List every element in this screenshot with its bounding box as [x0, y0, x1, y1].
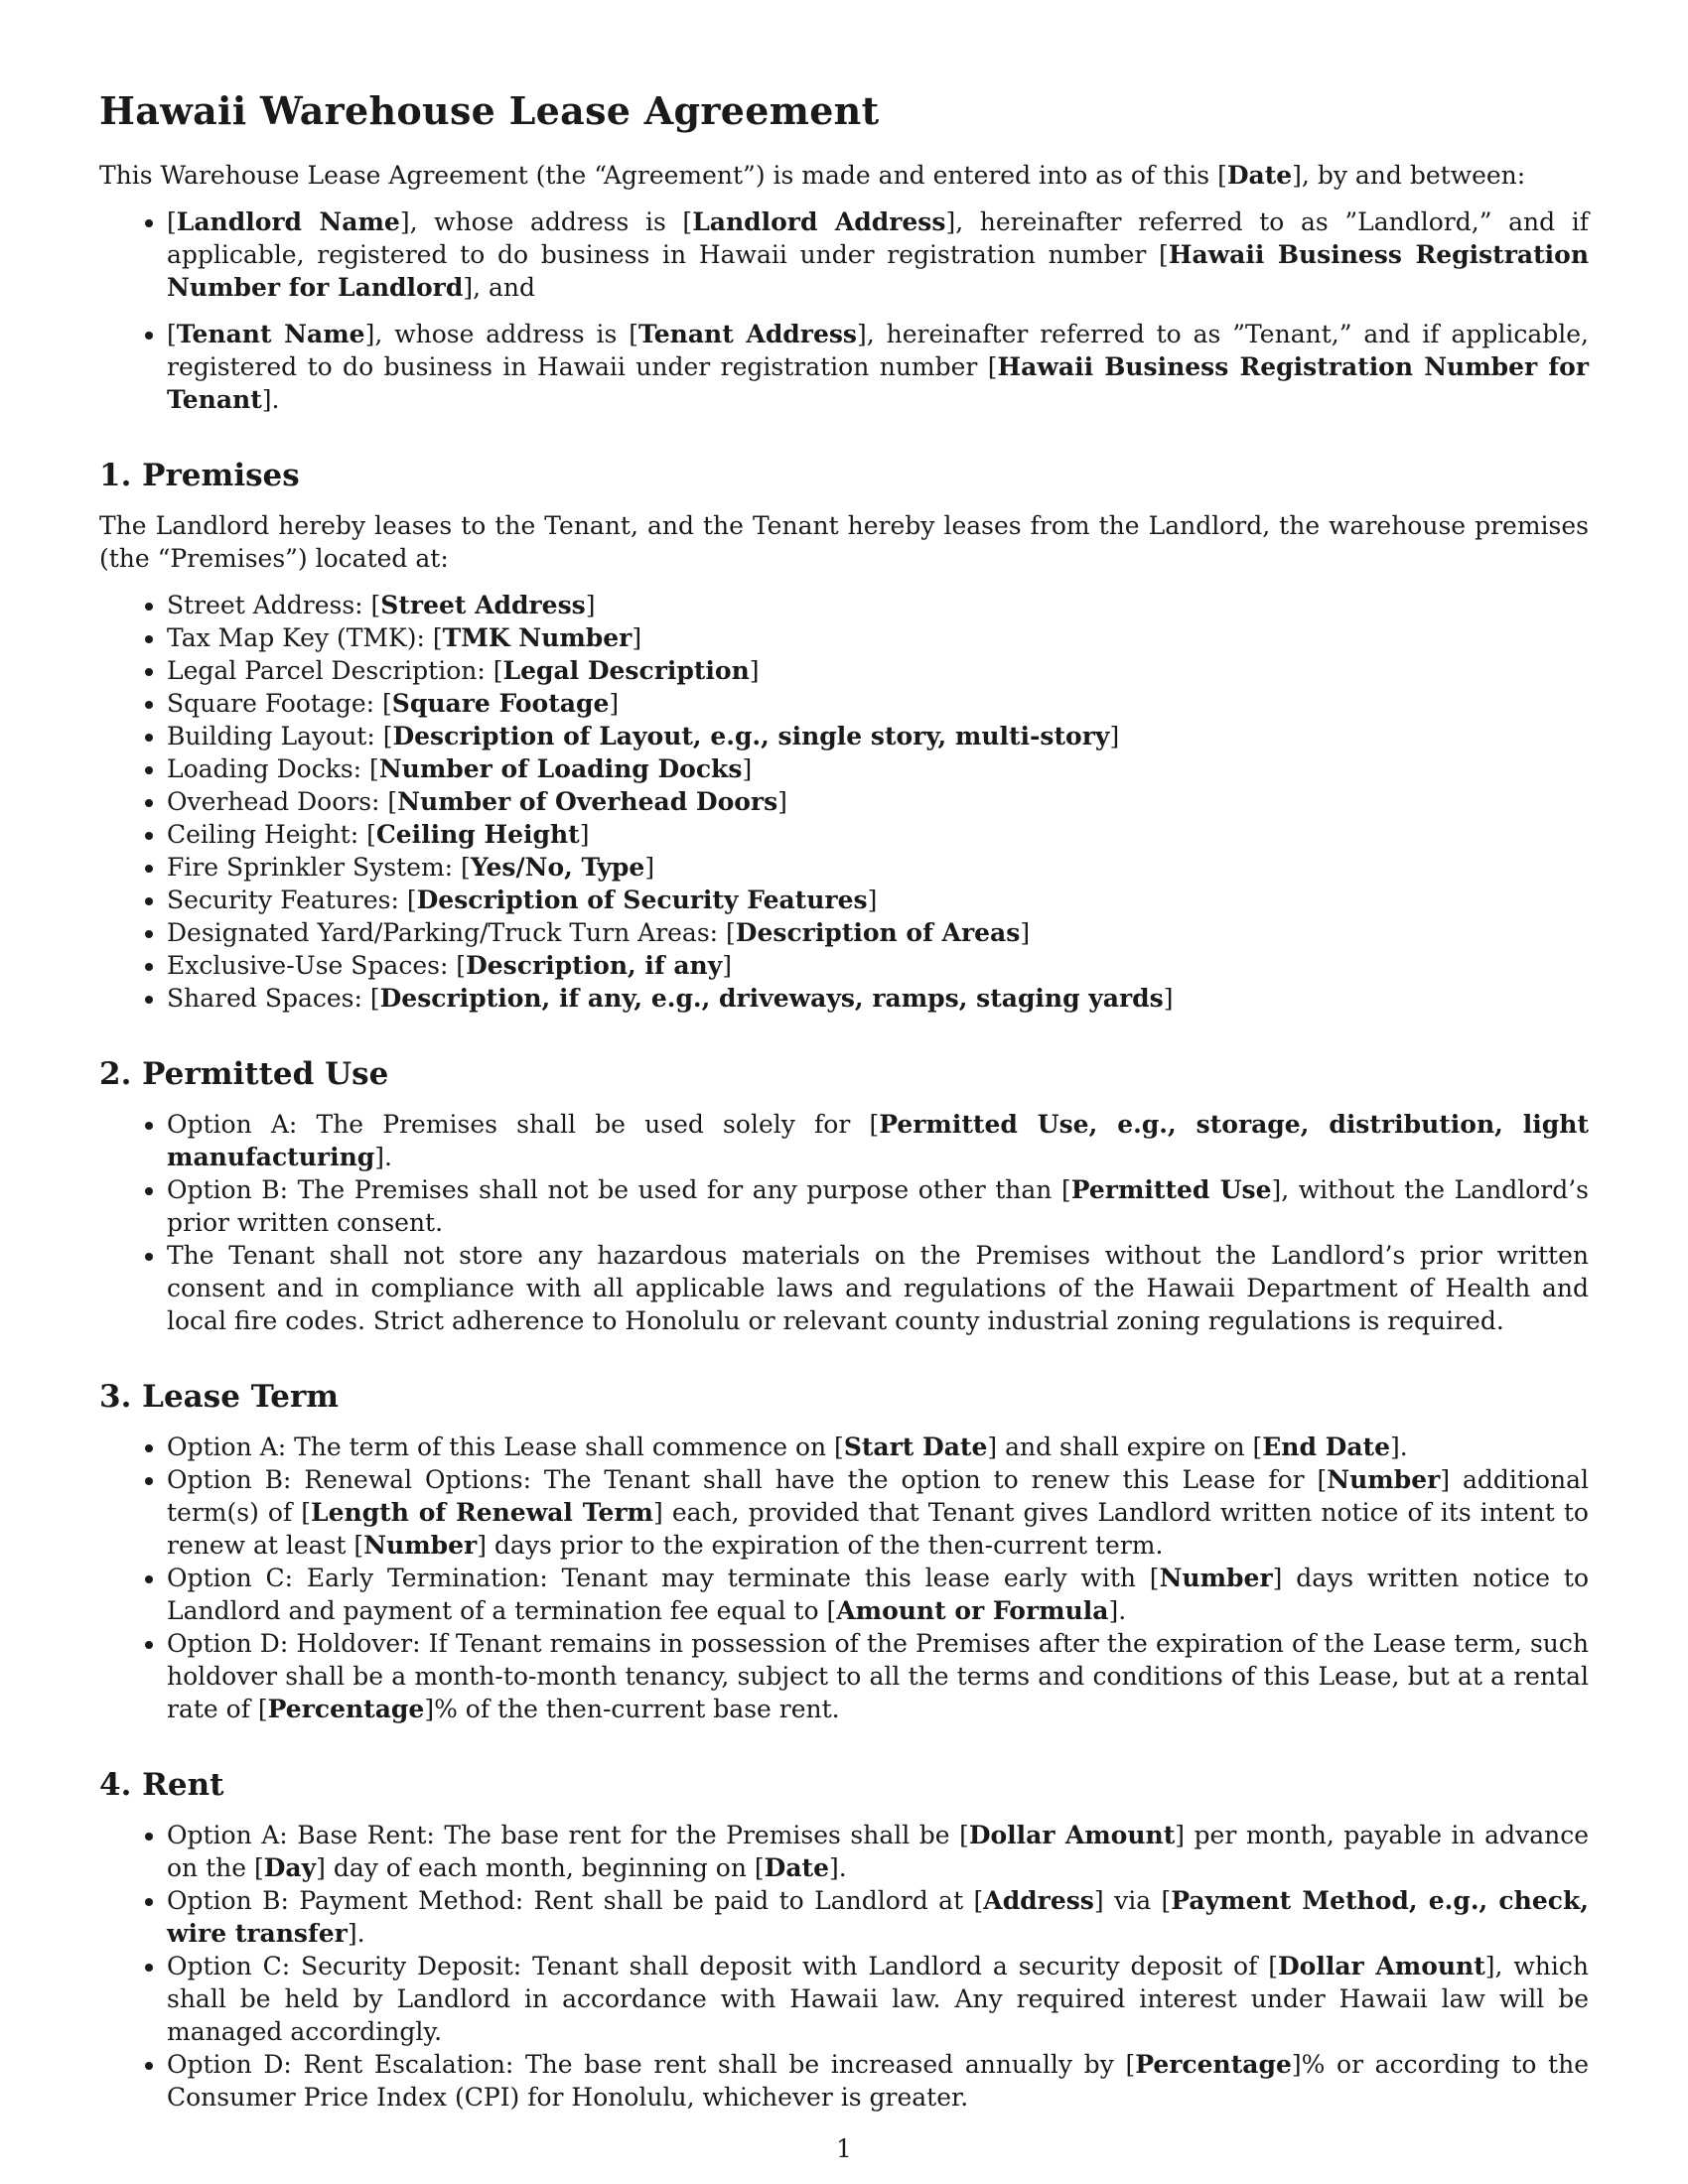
- section-list: [99, 1108, 1589, 1337]
- party-tenant: • [Tenant Name], whose address is [Tenant Address], hereinafter referred to as ”Tenant,” and if applicable, registered to do business in Hawaii under registration number [Hawaii Business Registration Number for Tenant].: [167, 318, 1589, 416]
- section-3: [99, 1377, 1589, 1725]
- placeholder-field: Number: [1327, 1465, 1441, 1494]
- list-item: • Overhead Doors: [Number of Overhead Doors]: [167, 785, 1589, 818]
- placeholder-field: Number of Loading Docks: [378, 754, 743, 783]
- list-item: • Shared Spaces: [Description, if any, e.g., driveways, ramps, staging yards]: [167, 982, 1589, 1015]
- section-heading: 2. Permitted Use: [99, 1056, 389, 1092]
- intro-paragraph: This Warehouse Lease Agreement (the “Agreement”) is made and entered into as of this [Date], by and between:: [99, 161, 1526, 190]
- placeholder-field: Number: [363, 1531, 478, 1560]
- parties-list: [99, 205, 1589, 416]
- list-item: • Square Footage: [Square Footage]: [167, 687, 1589, 720]
- list-item: • Option B: Renewal Options: The Tenant shall have the option to renew this Lease for [Number] additional term(s) of [Length of Renewal Term] each, provided that Tenant gives Landlord written notice of its intent to renew at least [Number] days prior to the expiration of the then-current term.: [167, 1463, 1589, 1562]
- document-title: Hawaii Warehouse Lease Agreement: [99, 88, 880, 133]
- list-item: • Designated Yard/Parking/Truck Turn Areas: [Description of Areas]: [167, 916, 1589, 949]
- placeholder-field: Landlord Address: [692, 207, 946, 236]
- placeholder-field: Street Address: [380, 591, 586, 619]
- list-item: • Ceiling Height: [Ceiling Height]: [167, 818, 1589, 851]
- section-paragraph: The Landlord hereby leases to the Tenant, and the Tenant hereby leases from the Landlord, the warehouse premises (the “Premises”) located at:: [99, 511, 1589, 573]
- section-list: [99, 1431, 1589, 1725]
- placeholder-field: Permitted Use, e.g., storage, distribution, light manufacturing: [167, 1110, 1589, 1171]
- section-list: [99, 589, 1589, 1015]
- placeholder-field: Percentage: [1135, 2050, 1292, 2079]
- list-item: • Exclusive-Use Spaces: [Description, if any]: [167, 949, 1589, 982]
- section-heading: 1. Premises: [99, 458, 300, 493]
- placeholder-field: Payment Method, e.g., check, wire transfer: [167, 1886, 1589, 1948]
- placeholder-field: Hawaii Business Registration Number for Tenant: [167, 352, 1589, 414]
- list-item: • Option B: Payment Method: Rent shall be paid to Landlord at [Address] via [Payment Method, e.g., check, wire transfer].: [167, 1884, 1589, 1950]
- list-item: • Option A: Base Rent: The base rent for the Premises shall be [Dollar Amount] per month, payable in advance on the [Day] day of each month, beginning on [Date].: [167, 1819, 1589, 1884]
- list-item: • Option D: Holdover: If Tenant remains in possession of the Premises after the expiration of the Lease term, such holdover shall be a month-to-month tenancy, subject to all the terms and conditions of this Lease, but at a rental rate of [Percentage]% of the then-current base rent.: [167, 1627, 1589, 1725]
- placeholder-field: Description of Security Features: [416, 886, 868, 914]
- list-item: • Legal Parcel Description: [Legal Description]: [167, 654, 1589, 687]
- placeholder-field: Percentage: [267, 1695, 425, 1723]
- placeholder-field: Dollar Amount: [968, 1821, 1176, 1849]
- placeholder-field: Start Date: [843, 1433, 988, 1461]
- placeholder-field: Description, if any: [466, 951, 723, 980]
- placeholder-field: Landlord Name: [176, 207, 400, 236]
- list-item: • Security Features: [Description of Security Features]: [167, 884, 1589, 916]
- list-item: • Option A: The Premises shall be used solely for [Permitted Use, e.g., storage, distribution, light manufacturing].: [167, 1108, 1589, 1173]
- placeholder-field: Amount or Formula: [836, 1596, 1109, 1625]
- placeholder-field: Address: [983, 1886, 1094, 1915]
- list-item: • The Tenant shall not store any hazardous materials on the Premises without the Landlord’s prior written consent and in compliance with all applicable laws and regulations of the Hawaii Department of Health and local fire codes. Strict adherence to Honolulu or relevant county industrial zoning regulations is required.: [167, 1239, 1589, 1337]
- placeholder-field: Date: [764, 1853, 829, 1882]
- section-1: [99, 456, 1589, 1015]
- list-item: • Fire Sprinkler System: [Yes/No, Type]: [167, 851, 1589, 884]
- placeholder-field: Number: [1159, 1564, 1273, 1592]
- section-heading: 4. Rent: [99, 1767, 224, 1803]
- placeholder-field: Description of Areas: [735, 918, 1021, 947]
- list-item: • Building Layout: [Description of Layout, e.g., single story, multi-story]: [167, 720, 1589, 752]
- placeholder-field: Square Footage: [391, 689, 610, 718]
- document-page: [99, 87, 1589, 2114]
- list-item: • Tax Map Key (TMK): [TMK Number]: [167, 621, 1589, 654]
- section-2: [99, 1054, 1589, 1337]
- section-list: [99, 1819, 1589, 2114]
- placeholder-field: Legal Description: [502, 656, 750, 685]
- placeholder-field: Day: [263, 1853, 317, 1882]
- placeholder-field: Description of Layout, e.g., single story, multi-story: [392, 722, 1110, 751]
- placeholder-field: Hawaii Business Registration Number for Landlord: [167, 240, 1589, 302]
- list-item: • Option C: Early Termination: Tenant may terminate this lease early with [Number] days written notice to Landlord and payment of a termination fee equal to [Amount or Formula].: [167, 1562, 1589, 1627]
- page-number: 1: [836, 2134, 852, 2163]
- list-item: • Loading Docks: [Number of Loading Docks]: [167, 752, 1589, 785]
- placeholder-field: Number of Overhead Doors: [397, 787, 778, 816]
- placeholder-field: Description, if any, e.g., driveways, ramps, staging yards: [379, 984, 1164, 1013]
- list-item: • Option C: Security Deposit: Tenant shall deposit with Landlord a security deposit of [Dollar Amount], which shall be held by Landlord in accordance with Hawaii law. Any required interest under Hawaii law will be managed accordingly.: [167, 1950, 1589, 2048]
- placeholder-field: Tenant Name: [176, 320, 365, 348]
- placeholder-field: Dollar Amount: [1278, 1952, 1485, 1980]
- placeholder-field: End Date: [1262, 1433, 1390, 1461]
- placeholder-field: Yes/No, Type: [470, 853, 645, 882]
- list-item: • Option B: The Premises shall not be used for any purpose other than [Permitted Use], without the Landlord’s prior written consent.: [167, 1173, 1589, 1239]
- section-heading: 3. Lease Term: [99, 1379, 340, 1415]
- sections-container: [99, 456, 1589, 2114]
- placeholder-field: Length of Renewal Term: [311, 1498, 654, 1527]
- section-4: [99, 1765, 1589, 2114]
- placeholder-field: Ceiling Height: [375, 820, 580, 849]
- list-item: • Option A: The term of this Lease shall commence on [Start Date] and shall expire on [End Date].: [167, 1431, 1589, 1463]
- placeholder-field: Tenant Address: [638, 320, 858, 348]
- placeholder-field: Permitted Use: [1070, 1175, 1272, 1204]
- list-item: • Option D: Rent Escalation: The base rent shall be increased annually by [Percentage]% or according to the Consumer Price Index (CPI) for Honolulu, whichever is greater.: [167, 2048, 1589, 2114]
- list-item: • Street Address: [Street Address]: [167, 589, 1589, 621]
- placeholder-field: Date: [1226, 161, 1293, 190]
- party-landlord: • [Landlord Name], whose address is [Landlord Address], hereinafter referred to as ”Landlord,” and if applicable, registered to do business in Hawaii under registration number [Hawaii Business Registration Number for Landlord], and: [167, 205, 1589, 304]
- placeholder-field: TMK Number: [442, 623, 633, 652]
